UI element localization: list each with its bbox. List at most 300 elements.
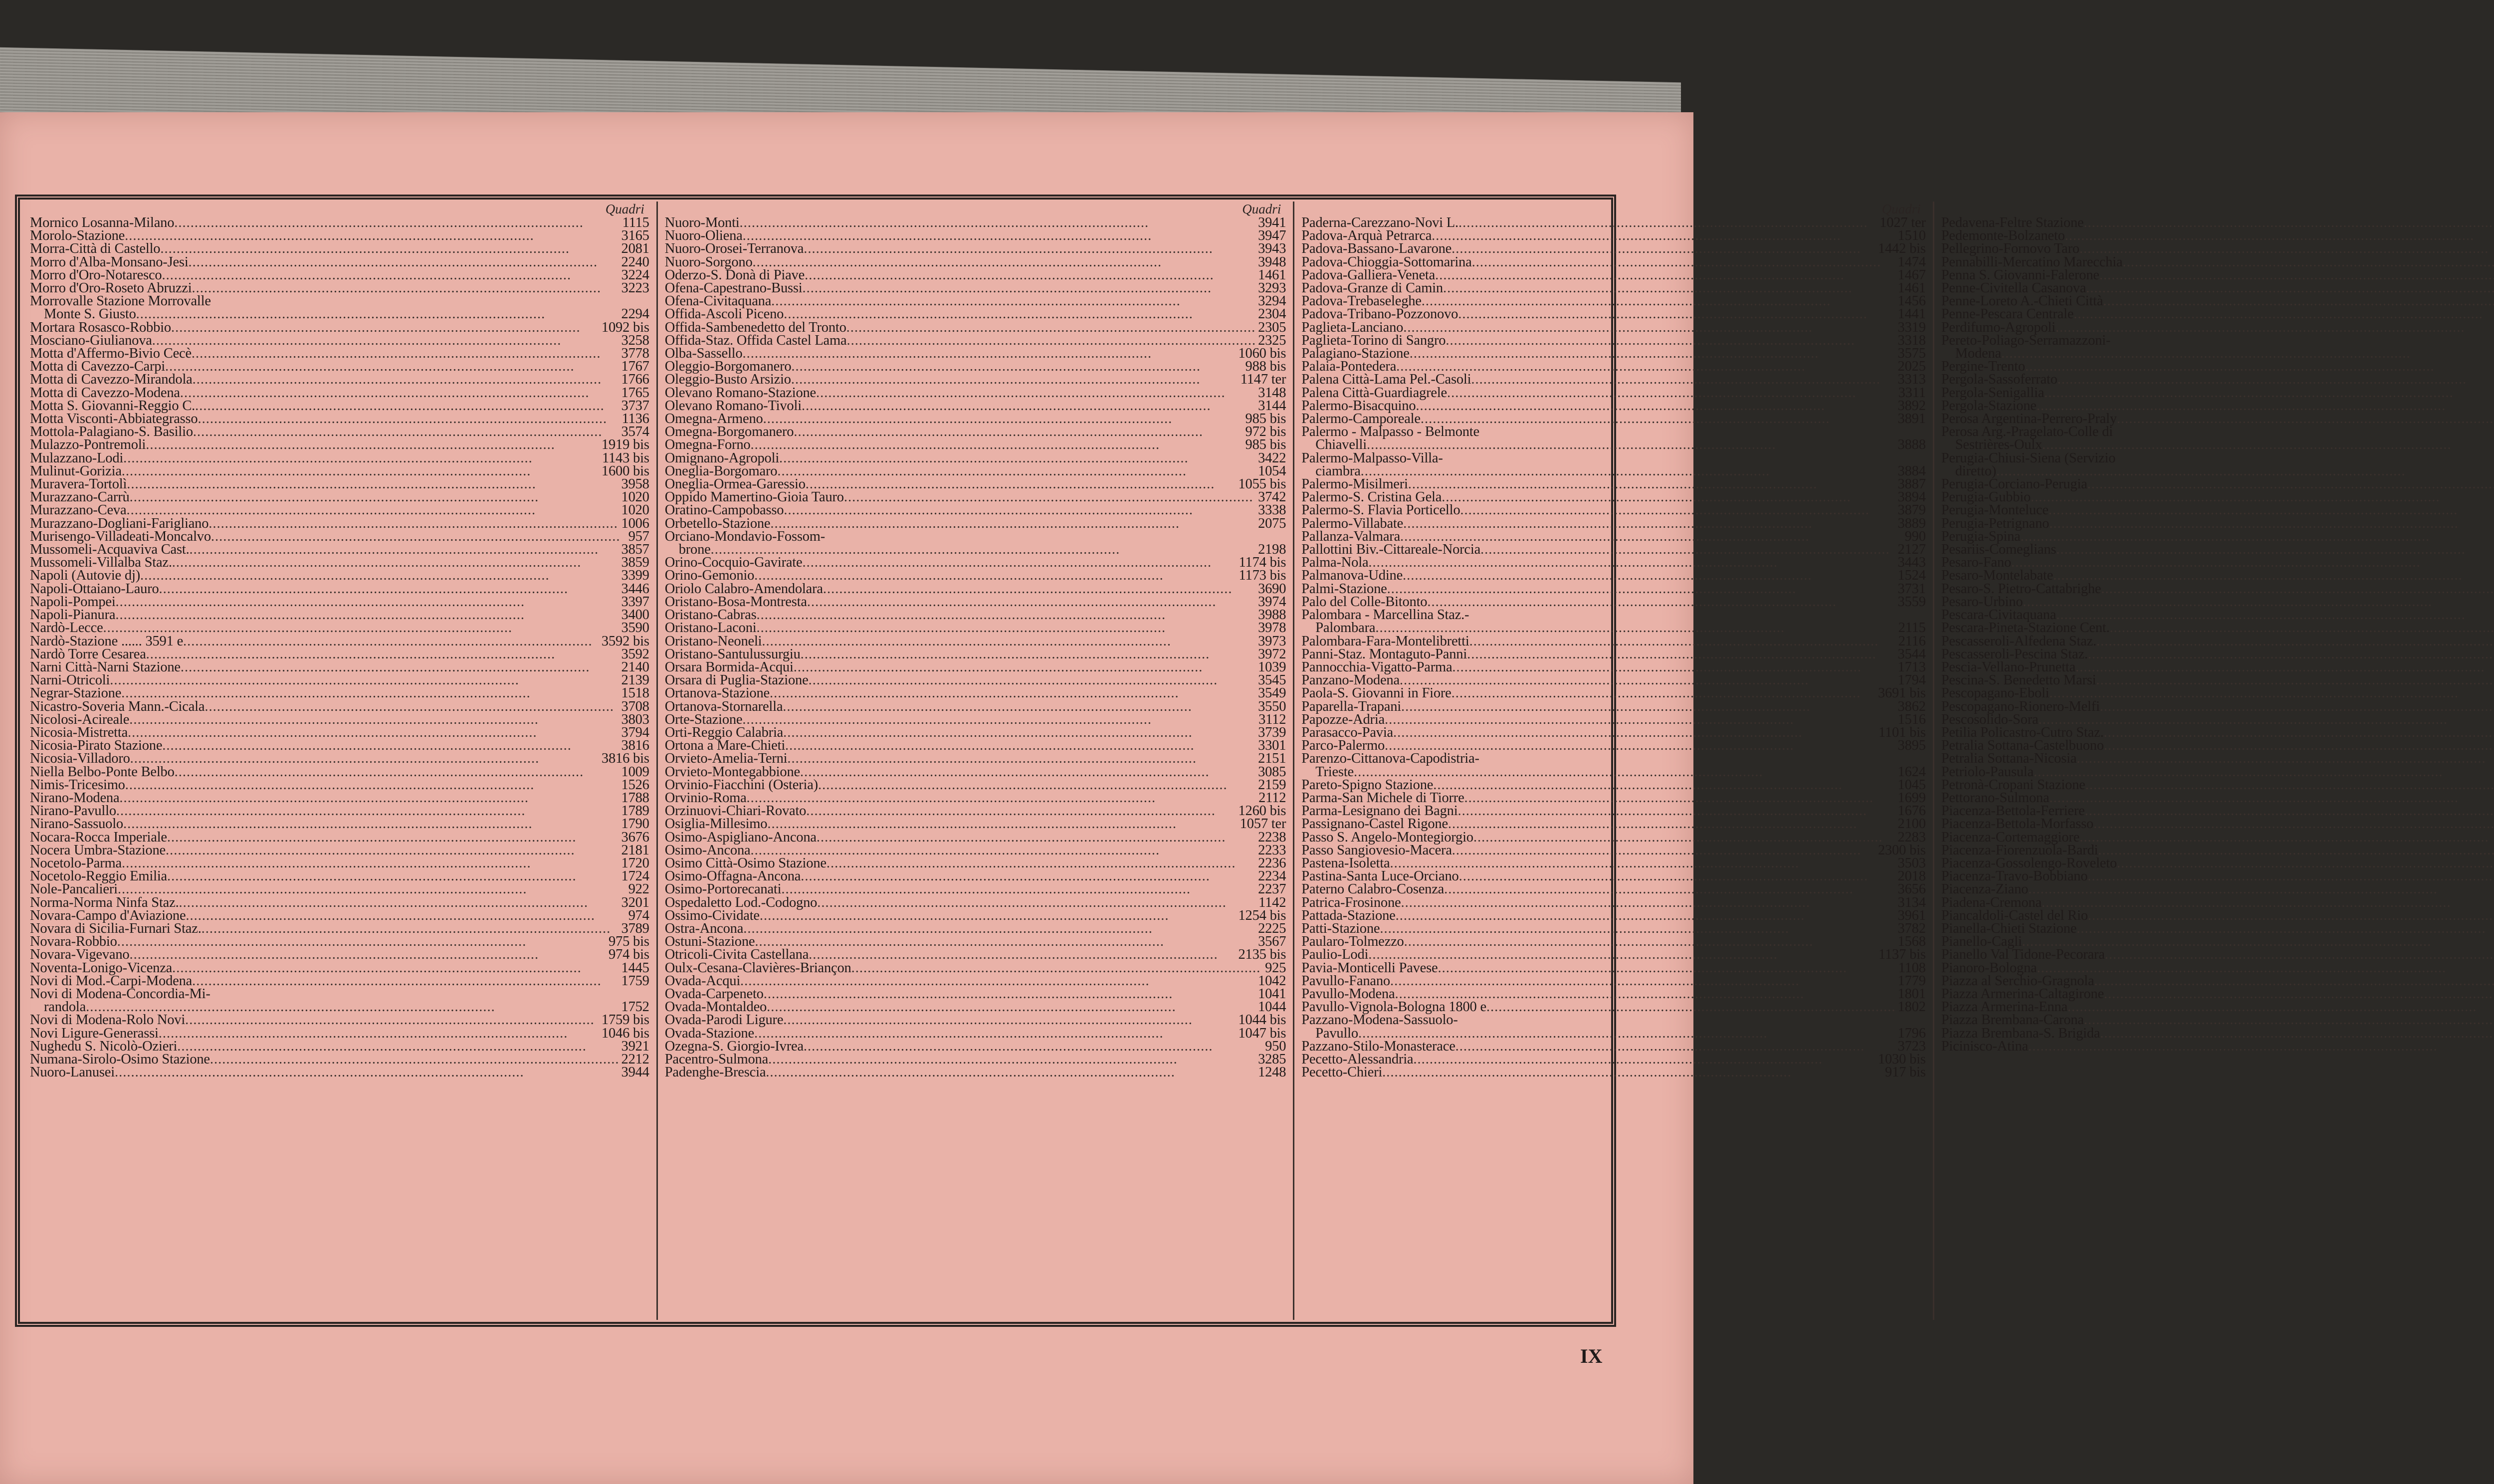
entry-quadro-ref: 1516	[1897, 711, 1926, 727]
entry-name: Oratino-Campobasso	[664, 502, 784, 518]
index-column-1	[23, 202, 658, 1320]
entry-quadro-ref: 1045	[1897, 777, 1926, 793]
index-column-2	[658, 202, 1295, 1320]
index-entry	[30, 452, 649, 465]
entry-name: Motta S. Giovanni-Reggio C.	[30, 398, 196, 414]
entry-name: Nicosia-Pirato Stazione	[30, 738, 163, 754]
leader-dots	[171, 321, 600, 334]
entry-quadro-ref: 1796	[1897, 1025, 1926, 1041]
entry-quadro-ref: 2238	[1258, 829, 1286, 845]
entry-name: Pellegrino-Fornovo Taro	[1941, 241, 2079, 257]
index-entry	[1301, 242, 1925, 255]
index-entry	[1301, 687, 1925, 700]
entry-list	[1941, 216, 2494, 1053]
entry-quadro-ref: 3816 bis	[601, 751, 649, 767]
leader-dots	[1401, 700, 1896, 713]
entry-name: Pereto-Poliago-Serramazzoni-	[1941, 332, 2111, 348]
entry-quadro-ref: 1467	[1897, 267, 1926, 283]
entry-name: Pallanza-Valmara	[1301, 528, 1401, 544]
leader-dots	[2044, 387, 2494, 400]
index-entry	[1301, 583, 1925, 596]
leader-dots	[767, 818, 1238, 831]
entry-quadro-ref: 1790	[621, 816, 649, 832]
entry-quadro-ref: 3958	[621, 476, 649, 492]
entry-quadro-ref: 3085	[1258, 764, 1286, 780]
entry-quadro-ref: 3862	[1897, 698, 1926, 714]
column-header: Quadri	[1881, 202, 1921, 216]
entry-name: Petriolo-Pausula	[1941, 764, 2034, 780]
entry-quadro-ref: 1108	[1898, 960, 1926, 976]
entry-name: Oristano-Neoneli	[664, 633, 762, 649]
entry-name: Osimo-Offagna-Ancona	[664, 868, 801, 884]
entry-name: Nirano-Modena	[30, 790, 120, 806]
index-table-frame	[15, 195, 2123, 1327]
leader-dots	[159, 1027, 600, 1040]
entry-name: Nicosia-Mistretta	[30, 724, 128, 740]
index-entry	[30, 713, 649, 726]
entry-name: Mosciano-Giulianova	[30, 332, 152, 348]
leader-dots	[1354, 766, 1896, 779]
leader-dots	[1458, 308, 1895, 321]
leader-dots	[126, 504, 619, 517]
entry-quadro-ref: 2139	[621, 672, 649, 688]
index-entry	[665, 713, 1286, 726]
index-entry	[665, 622, 1286, 635]
leader-dots	[175, 766, 620, 779]
entry-quadro-ref: 1248	[1258, 1064, 1286, 1080]
entry-quadro-ref: 3947	[1258, 228, 1286, 244]
entry-quadro-ref: 1046 bis	[601, 1025, 649, 1041]
entry-name: Ofena-Capestrano-Bussi	[664, 280, 803, 296]
entry-quadro-ref: 3144	[1258, 398, 1286, 414]
index-entry	[1941, 883, 2494, 896]
leader-dots	[115, 1066, 620, 1079]
index-entry	[1301, 1014, 1925, 1027]
entry-name: Piadena-Cremona	[1941, 894, 2042, 910]
column-header: Quadri	[1242, 202, 1281, 216]
entry-quadro-ref: 957	[628, 528, 649, 544]
entry-quadro-ref: 2081	[621, 241, 649, 257]
leader-dots	[2034, 766, 2494, 779]
entry-quadro-ref: 1260 bis	[1238, 803, 1286, 819]
entry-quadro-ref: 3446	[621, 581, 649, 597]
entry-name: Nocera Umbra-Stazione	[30, 842, 166, 858]
index-entry	[1941, 504, 2494, 517]
entry-quadro-ref: 3892	[1897, 398, 1926, 414]
index-entry	[30, 321, 649, 334]
entry-name: randola	[44, 999, 86, 1015]
entry-quadro-ref: 1524	[1897, 568, 1926, 584]
entry-name: Norma-Norma Ninfa Staz.	[30, 894, 179, 910]
index-entry	[1301, 818, 1925, 831]
entry-name: Osimo-Portorecanati	[664, 881, 782, 897]
entry-quadro-ref: 3988	[1258, 607, 1286, 623]
entry-name: Padova-Arquà Petrarca	[1301, 228, 1432, 244]
entry-name: Orbetello-Stazione	[664, 515, 771, 531]
index-entry	[30, 752, 649, 765]
leader-dots	[750, 438, 1243, 451]
entry-quadro-ref: 1788	[621, 790, 649, 806]
column-header: Quadri	[605, 202, 644, 216]
entry-name: Nicosia-Villadoro	[30, 751, 130, 767]
entry-name: Pescopagano-Rionero-Melfi	[1941, 698, 2100, 714]
index-entry	[1301, 321, 1925, 334]
entry-name: Penna S. Giovanni-Falerone	[1941, 267, 2099, 283]
entry-name: Nicolosi-Acireale	[30, 711, 130, 727]
entry-quadro-ref: 1720	[621, 855, 649, 871]
entry-name: Perugia-Gubbio	[1941, 489, 2031, 505]
entry-quadro-ref: 3112	[1258, 711, 1286, 727]
entry-quadro-ref: 1526	[621, 777, 649, 793]
leader-dots	[123, 452, 600, 465]
entry-name: Omignano-Agropoli	[664, 450, 780, 466]
leader-dots	[2117, 413, 2494, 425]
entry-name: Passo Sangiovesio-Macera	[1301, 842, 1452, 858]
index-entry	[30, 896, 649, 909]
entry-name: Palombara	[1315, 620, 1376, 636]
leader-dots	[809, 948, 1236, 961]
leader-dots	[125, 779, 620, 792]
entry-name: Passo S. Angelo-Montegiorgio	[1301, 829, 1473, 845]
entry-name: Monte S. Giusto	[44, 306, 136, 322]
index-entry	[665, 896, 1286, 909]
entry-quadro-ref: 2100	[1897, 816, 1926, 832]
leader-dots	[146, 648, 620, 661]
entry-name: Pastina-Santa Luce-Orciano	[1301, 868, 1459, 884]
entry-name: Oristano-Bosa-Montresta	[664, 594, 807, 610]
entry-quadro-ref: 2233	[1258, 842, 1286, 858]
leader-dots	[2042, 896, 2494, 909]
entry-quadro-ref: 1767	[621, 359, 649, 375]
entry-name: Padenghe-Brescia	[664, 1064, 766, 1080]
entry-name: Morrovalle Stazione Morrovalle	[30, 293, 211, 309]
entry-quadro-ref: 1041	[1258, 986, 1286, 1002]
entry-name: Nocetolo-Reggio Emilia	[30, 868, 167, 884]
entry-name: Orti-Reggio Calabria	[664, 724, 784, 740]
entry-name: Orvinio-Fiacchini (Osteria)	[664, 777, 818, 793]
entry-quadro-ref: 3961	[1897, 907, 1926, 923]
index-entry	[665, 242, 1286, 255]
entry-name: Murisengo-Villadeati-Moncalvo	[30, 528, 211, 544]
entry-name: Petralia Sottana-Nicosia	[1941, 751, 2077, 767]
entry-name: Morolo-Stazione	[30, 228, 125, 244]
index-entry	[30, 517, 649, 530]
leader-dots	[2077, 752, 2494, 765]
entry-name: Piazza Brembana-S. Brigida	[1941, 1025, 2100, 1041]
index-entry	[665, 321, 1286, 334]
entry-quadro-ref: 1027 ter	[1879, 215, 1926, 230]
entry-name: Nuoro-Monti	[664, 215, 740, 230]
entry-name: Ortanova-Stazione	[664, 685, 770, 701]
entry-name: Nocetolo-Parma	[30, 855, 122, 871]
leader-dots	[185, 1014, 600, 1027]
entry-quadro-ref: 2283	[1897, 829, 1926, 845]
entry-name: Nirano-Pavullo	[30, 803, 116, 819]
entry-name: Palermo-Misilmeri	[1301, 476, 1408, 492]
entry-quadro-ref: 925	[1265, 960, 1286, 976]
leader-dots	[770, 517, 1256, 530]
entry-name: Pennabilli-Mercatino Marecchia	[1941, 254, 2123, 270]
entry-quadro-ref: 1456	[1897, 293, 1926, 309]
leader-dots	[816, 387, 1256, 400]
index-entry	[665, 948, 1286, 961]
leader-dots	[762, 635, 1256, 648]
entry-name: Mortara Rosasco-Robbio	[30, 319, 171, 335]
entry-name: Piazza Brembana-Carona	[1941, 1012, 2084, 1028]
entry-quadro-ref: 1044	[1258, 999, 1286, 1015]
leader-dots	[753, 256, 1256, 269]
entry-name: Ostuni-Stazione	[664, 934, 755, 950]
index-entry	[1941, 308, 2494, 321]
index-entry	[665, 818, 1286, 831]
leader-dots	[2101, 583, 2494, 596]
entry-name: diretto)	[1955, 463, 1997, 479]
entry-name: Palermo-Villabate	[1301, 515, 1404, 531]
leader-dots	[770, 687, 1256, 700]
entry-quadro-ref: 2300 bis	[1877, 842, 1926, 858]
entry-quadro-ref: 3794	[621, 724, 649, 740]
leader-dots	[1472, 256, 1896, 269]
entry-name: Noventa-Lonigo-Vicenza	[30, 960, 173, 976]
entry-name: Piacenza-Bettola-Ferriere	[1941, 803, 2085, 819]
index-entry	[1941, 438, 2494, 451]
entry-name: Piacenza-Fiorenzuola-Bardi	[1941, 842, 2098, 858]
entry-name: Perugia-Corciano-Perugia	[1941, 476, 2087, 492]
entry-name: Perosa Arg.-Pragelato-Colle di	[1941, 424, 2113, 440]
entry-name: Palermo-S. Cristina Gela	[1301, 489, 1442, 505]
leader-dots	[2079, 242, 2494, 255]
entry-name: Pescara-Pineta-Stazione Cent.	[1941, 620, 2110, 636]
entry-name: Murazzano-Dogliani-Farigliano	[30, 515, 209, 531]
entry-name: Pergola-Stazione	[1941, 398, 2037, 414]
leader-dots	[1382, 1066, 1883, 1079]
entry-quadro-ref: 1055 bis	[1238, 476, 1286, 492]
index-entry	[1301, 373, 1925, 386]
entry-name: Novi di Modena-Concordia-Mi-	[30, 986, 210, 1002]
entry-name: Parma-San Michele di Tiorre	[1301, 790, 1464, 806]
leader-dots	[1358, 1027, 1896, 1040]
entry-name: Pescina-S. Benedetto Marsi	[1941, 672, 2096, 688]
entry-name: Pallottini Biv.-Cittareale-Norcia	[1301, 542, 1481, 558]
index-entry	[30, 687, 649, 700]
entry-quadro-ref: 1142	[1258, 894, 1286, 910]
entry-quadro-ref: 3778	[621, 346, 649, 362]
index-entry	[30, 948, 649, 961]
entry-quadro-ref: 1461	[1258, 267, 1286, 283]
entry-name: Padova-Galliera-Veneta	[1301, 267, 1436, 283]
entry-name: Paderna-Carezzano-Novi L.	[1301, 215, 1458, 230]
index-entry	[1301, 700, 1925, 713]
entry-quadro-ref: 3258	[621, 332, 649, 348]
entry-name: Pesaro-Fano	[1941, 555, 2012, 571]
entry-quadro-ref: 1254 bis	[1238, 907, 1286, 923]
leader-dots	[2100, 700, 2494, 713]
entry-quadro-ref: 1676	[1897, 803, 1926, 819]
entry-name: Nughedu S. Nicolò-Ozieri	[30, 1038, 178, 1054]
index-entry	[1941, 622, 2494, 635]
entry-name: Oulx-Cesana-Clavières-Briançon	[664, 960, 851, 976]
entry-name: Nuoro-Orosei-Terranova	[664, 241, 804, 257]
entry-name: Piacenza-Bettola-Morfasso	[1941, 816, 2093, 832]
leader-dots	[2038, 713, 2494, 726]
entry-name: Piazza al Serchio-Gragnola	[1941, 973, 2094, 989]
entry-quadro-ref: 1510	[1897, 228, 1926, 244]
leader-dots	[818, 779, 1256, 792]
entry-name: Padova-Granze di Camin	[1301, 280, 1443, 296]
entry-quadro-ref: 2181	[621, 842, 649, 858]
leader-dots	[2049, 517, 2494, 530]
index-entry	[665, 962, 1286, 975]
entry-quadro-ref: 3888	[1897, 437, 1926, 453]
index-entry	[665, 373, 1286, 386]
entry-name: Piacenza-Ziano	[1941, 881, 2029, 897]
index-entry	[1941, 831, 2494, 844]
entry-name: Pavullo	[1315, 1025, 1358, 1041]
index-page	[0, 112, 2123, 1484]
entry-quadro-ref: 1461	[1897, 280, 1926, 296]
entry-name: Papozze-Adria	[1301, 711, 1385, 727]
entry-quadro-ref: 3859	[621, 555, 649, 571]
entry-quadro-ref: 3782	[1897, 920, 1926, 936]
entry-name: Orciano-Mondavio-Fossom-	[664, 528, 826, 544]
entry-quadro-ref: 2112	[1258, 790, 1286, 806]
entry-name: Pannocchia-Vigatto-Parma	[1301, 659, 1453, 675]
index-entry	[1941, 387, 2494, 400]
entry-quadro-ref: 3857	[621, 542, 649, 558]
leader-dots	[146, 438, 600, 451]
index-entry	[1301, 308, 1925, 321]
entry-quadro-ref: 1789	[621, 803, 649, 819]
index-entry	[1941, 700, 2494, 713]
index-entry	[665, 635, 1286, 648]
entry-quadro-ref: 1136	[622, 411, 649, 427]
entry-name: Perdifumo-Agropoli	[1941, 319, 2056, 335]
entry-name: Nardò-Stazione ...... 3591 e	[30, 633, 184, 649]
entry-name: Palermo - Malpasso - Belmonte	[1301, 424, 1479, 440]
leader-dots	[846, 321, 1256, 334]
entry-name: Nardò Torre Cesarea	[30, 646, 146, 662]
entry-quadro-ref: 1030 bis	[1877, 1052, 1926, 1067]
index-entry	[30, 256, 649, 269]
index-entry	[1301, 962, 1925, 975]
entry-quadro-ref: 2237	[1258, 881, 1286, 897]
entry-quadro-ref: 988 bis	[1245, 359, 1286, 375]
entry-quadro-ref: 1802	[1897, 999, 1926, 1015]
index-entry	[665, 700, 1286, 713]
entry-name: Ovada-Parodi Ligure	[664, 1012, 784, 1028]
leader-dots	[2058, 373, 2494, 386]
index-entry	[1301, 648, 1925, 661]
leader-dots	[783, 700, 1256, 713]
entry-name: Olevano Romano-Tivoli	[664, 398, 802, 414]
entry-quadro-ref: 1143 bis	[602, 450, 649, 466]
index-entry	[30, 1066, 649, 1079]
entry-name: Pesaro-Montelabate	[1941, 568, 2054, 584]
entry-name: Ortona a Mare-Chieti	[664, 738, 786, 754]
entry-name: Pergola-Senigallia	[1941, 385, 2045, 401]
entry-name: Nardò-Lecce	[30, 620, 103, 636]
entry-quadro-ref: 1092 bis	[601, 319, 649, 335]
index-entry	[30, 818, 649, 831]
entry-quadro-ref: 3737	[621, 398, 649, 414]
index-entry	[665, 883, 1286, 896]
entry-quadro-ref: 3803	[621, 711, 649, 727]
entry-name: Novi Ligure-Generassi	[30, 1025, 159, 1041]
leader-dots	[1427, 596, 1895, 609]
leader-dots	[1401, 896, 1895, 909]
entry-name: Paglieta-Lanciano	[1301, 319, 1404, 335]
entry-name: Niella Belbo-Ponte Belbo	[30, 764, 175, 780]
leader-dots	[2053, 569, 2494, 582]
leader-dots	[2028, 883, 2494, 896]
entry-quadro-ref: 3148	[1258, 385, 1286, 401]
leader-dots	[2028, 1040, 2494, 1053]
index-entry	[1301, 766, 1925, 779]
entry-quadro-ref: 3978	[1258, 620, 1286, 636]
entry-quadro-ref: 3590	[621, 620, 649, 636]
entry-name: Panni-Staz. Montaguto-Panni	[1301, 646, 1467, 662]
leader-dots	[791, 373, 1239, 386]
entry-quadro-ref: 950	[1265, 1038, 1286, 1054]
entry-name: Omegna-Borgomanero	[664, 424, 794, 440]
entry-name: Piazza Armerina-Caltagirone	[1941, 986, 2104, 1002]
leader-dots	[189, 256, 620, 269]
entry-name: Paglieta-Torino di Sangro	[1301, 332, 1446, 348]
entry-quadro-ref: 3891	[1897, 411, 1926, 427]
entry-name: Oleggio-Borgomanero	[664, 359, 792, 375]
entry-name: Pescasseroli-Pescina Staz.	[1941, 646, 2088, 662]
entry-name: Orzinuovi-Chiari-Rovato	[664, 803, 807, 819]
entry-quadro-ref: 1752	[621, 999, 649, 1015]
entry-name: Parasacco-Pavia	[1301, 724, 1394, 740]
index-entry	[1941, 818, 2494, 831]
index-entry	[30, 883, 649, 896]
entry-name: Chiavelli	[1315, 437, 1367, 453]
entry-name: Mulinut-Gorizia	[30, 463, 122, 479]
leader-dots	[817, 831, 1256, 844]
index-entry	[1941, 948, 2494, 961]
index-entry	[1301, 635, 1925, 648]
entry-quadro-ref: 3676	[621, 829, 649, 845]
entry-quadro-ref: 3285	[1258, 1052, 1286, 1067]
entry-quadro-ref: 3293	[1258, 280, 1286, 296]
entry-name: Ovada-Carpeneto	[664, 986, 764, 1002]
entry-name: Pergine-Trento	[1941, 359, 2025, 375]
index-entry	[30, 373, 649, 386]
entry-quadro-ref: 2212	[621, 1052, 649, 1067]
entry-name: Ozegna-S. Giorgio-Ivrea	[664, 1038, 804, 1054]
entry-name: Pescia-Vellano-Prunetta	[1941, 659, 2076, 675]
index-entry	[665, 1014, 1286, 1027]
entry-quadro-ref: 3895	[1897, 738, 1926, 754]
entry-quadro-ref: 1147 ter	[1240, 372, 1286, 388]
entry-name: Nocara-Rocca Imperiale	[30, 829, 167, 845]
entry-quadro-ref: 3889	[1897, 515, 1926, 531]
entry-quadro-ref: 3691 bis	[1877, 685, 1926, 701]
index-entry	[665, 752, 1286, 765]
leader-dots	[1452, 242, 1876, 255]
entry-name: Orino-Cocquio-Gavirate	[664, 555, 803, 571]
entry-name: Pedemonte-Bolzaneto	[1941, 228, 2065, 244]
index-entry	[665, 308, 1286, 321]
entry-quadro-ref: 2325	[1258, 332, 1286, 348]
leader-dots	[1368, 948, 1876, 961]
entry-quadro-ref: 1039	[1258, 659, 1286, 675]
leader-dots	[804, 242, 1256, 255]
leader-dots	[208, 517, 619, 530]
index-entry	[665, 1027, 1286, 1040]
entry-quadro-ref: 3397	[621, 594, 649, 610]
